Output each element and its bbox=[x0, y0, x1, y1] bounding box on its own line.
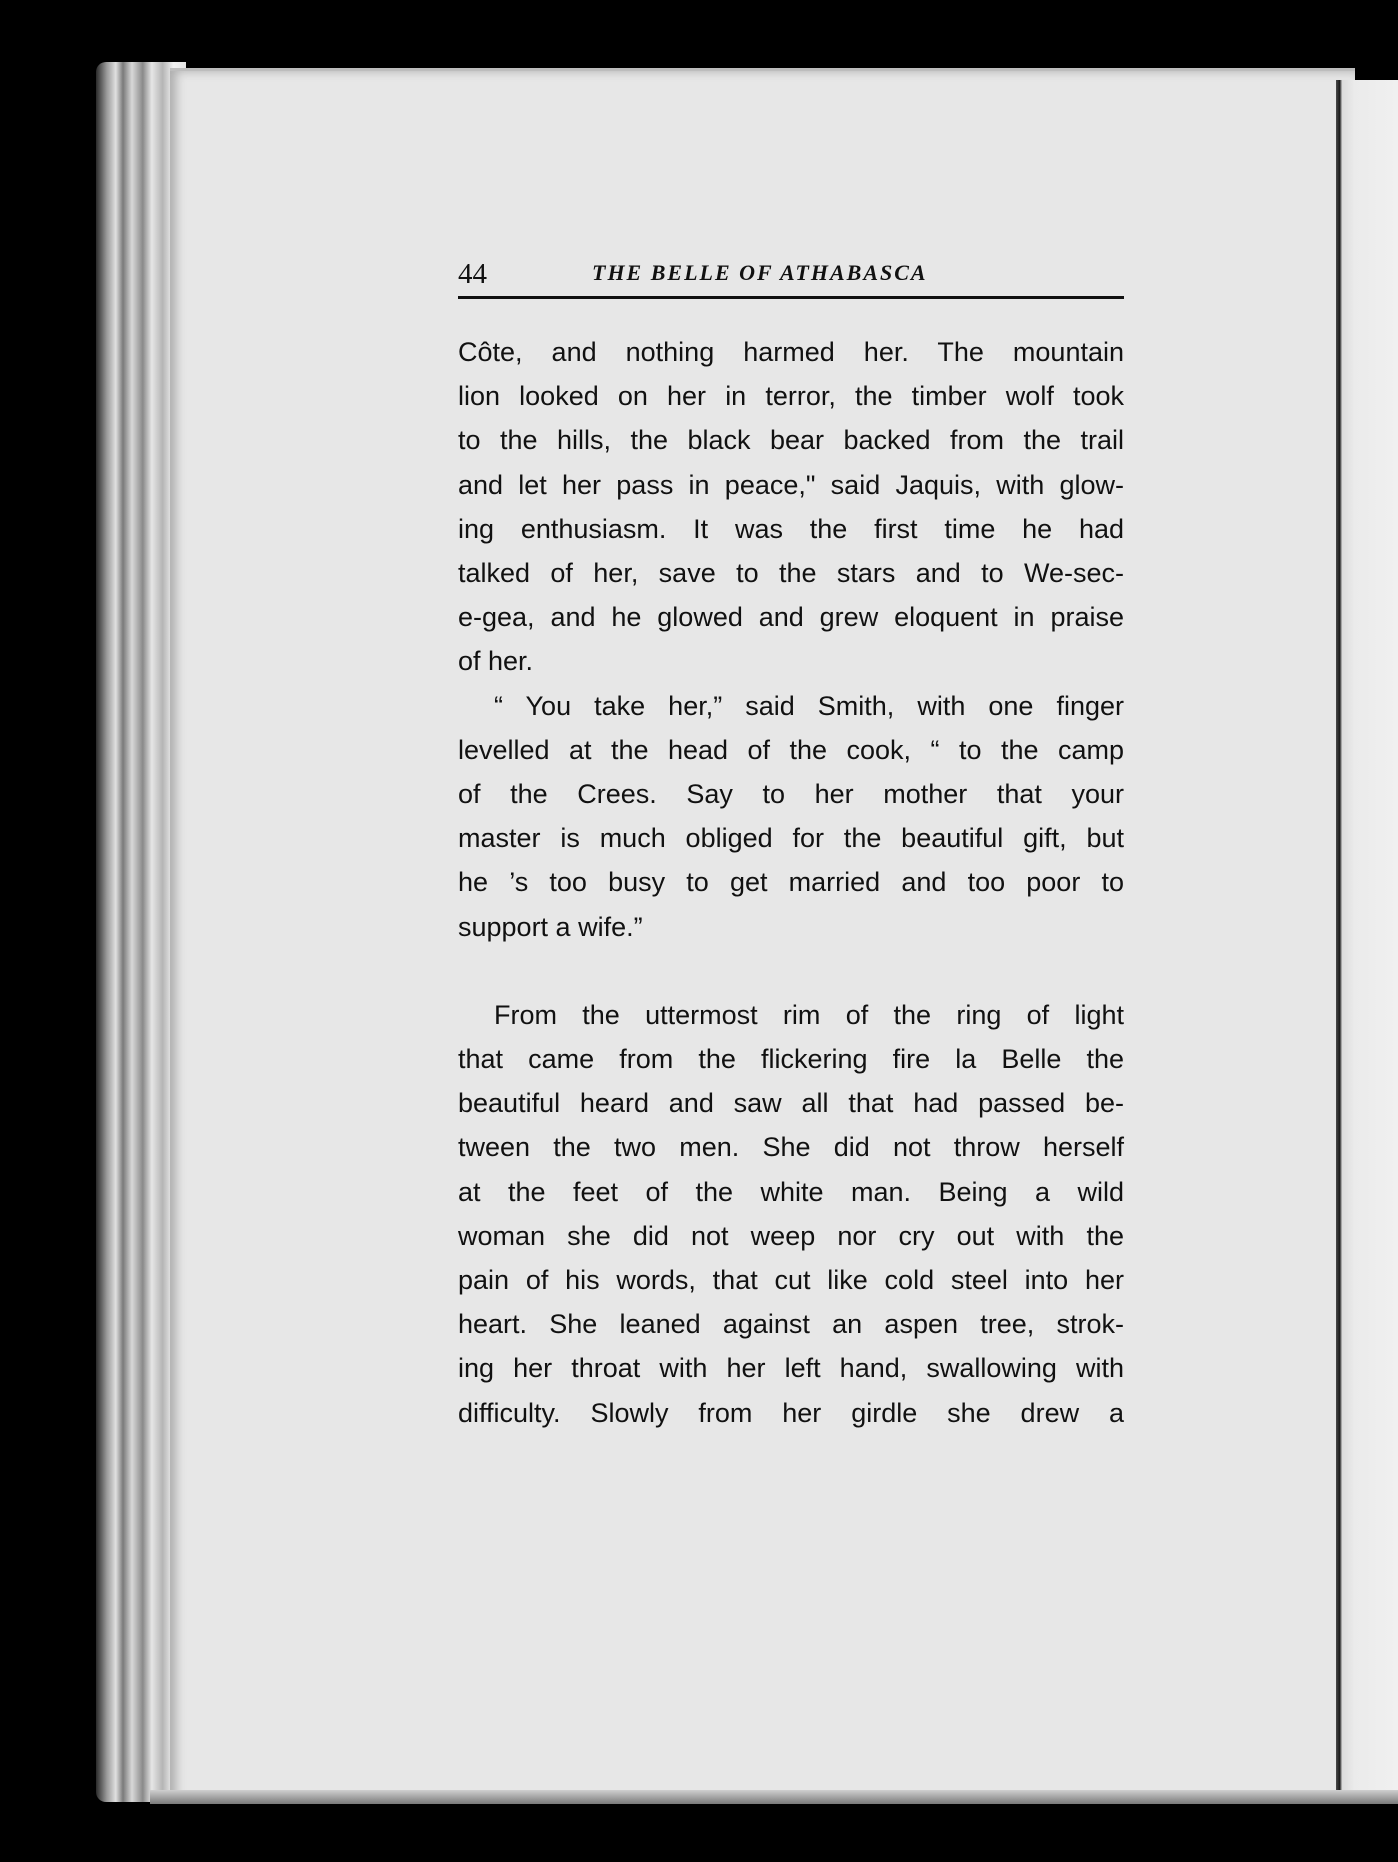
text-line: tween the two men. She did not throw herself bbox=[458, 1132, 1124, 1163]
text-line: of her. bbox=[458, 646, 534, 677]
text-line: to the hills, the black bear backed from the trail bbox=[458, 425, 1124, 456]
text-line: e-gea, and he glowed and grew eloquent in praise bbox=[458, 602, 1124, 633]
page-bottom-edge bbox=[150, 1790, 1398, 1804]
text-line: that came from the flickering fire la Belle the bbox=[458, 1044, 1124, 1075]
text-line: of the Crees. Say to her mother that your bbox=[458, 779, 1124, 810]
paragraph bbox=[458, 684, 1124, 949]
text-line: master is much obliged for the beautiful gift, but bbox=[458, 823, 1124, 854]
paragraph bbox=[458, 330, 1124, 684]
text-line: woman she did not weep nor cry out with the bbox=[458, 1220, 1124, 1251]
text-line: talked of her, save to the stars and to We-sec- bbox=[458, 558, 1124, 589]
running-title: THE BELLE OF ATHABASCA bbox=[592, 260, 928, 285]
section-break bbox=[458, 949, 1124, 993]
text-line: Côte, and nothing harmed her. The mountain bbox=[458, 337, 1124, 367]
text-line: lion looked on her in terror, the timber wolf took bbox=[458, 381, 1124, 412]
text-line: difficulty. Slowly from her girdle she drew a bbox=[458, 1397, 1124, 1428]
text-line: he ’s too busy to get married and too poor to bbox=[458, 867, 1124, 898]
body-text bbox=[458, 330, 1124, 1435]
text-line: ing her throat with her left hand, swallowing with bbox=[458, 1353, 1124, 1384]
text-line: ing enthusiasm. It was the first time he had bbox=[458, 513, 1124, 544]
text-line: levelled at the head of the cook, “ to the camp bbox=[458, 734, 1124, 765]
page-number: 44 bbox=[458, 258, 487, 290]
text-line: heart. She leaned against an aspen tree, strok- bbox=[458, 1309, 1124, 1340]
text-line: beautiful heard and saw all that had passed be- bbox=[458, 1088, 1124, 1119]
paragraph bbox=[458, 993, 1124, 1435]
text-line: at the feet of the white man. Being a wild bbox=[458, 1176, 1124, 1207]
text-line: pain of his words, that cut like cold steel into her bbox=[458, 1265, 1124, 1296]
text-line: support a wife.” bbox=[458, 911, 643, 942]
text-line: “ You take her,” said Smith, with one finger bbox=[494, 690, 1124, 721]
next-page-edge bbox=[1336, 80, 1398, 1790]
text-line: From the uttermost rim of the ring of light bbox=[494, 999, 1124, 1030]
page-header bbox=[458, 256, 1124, 299]
text-line: and let her pass in peace," said Jaquis, with glow- bbox=[458, 469, 1124, 500]
